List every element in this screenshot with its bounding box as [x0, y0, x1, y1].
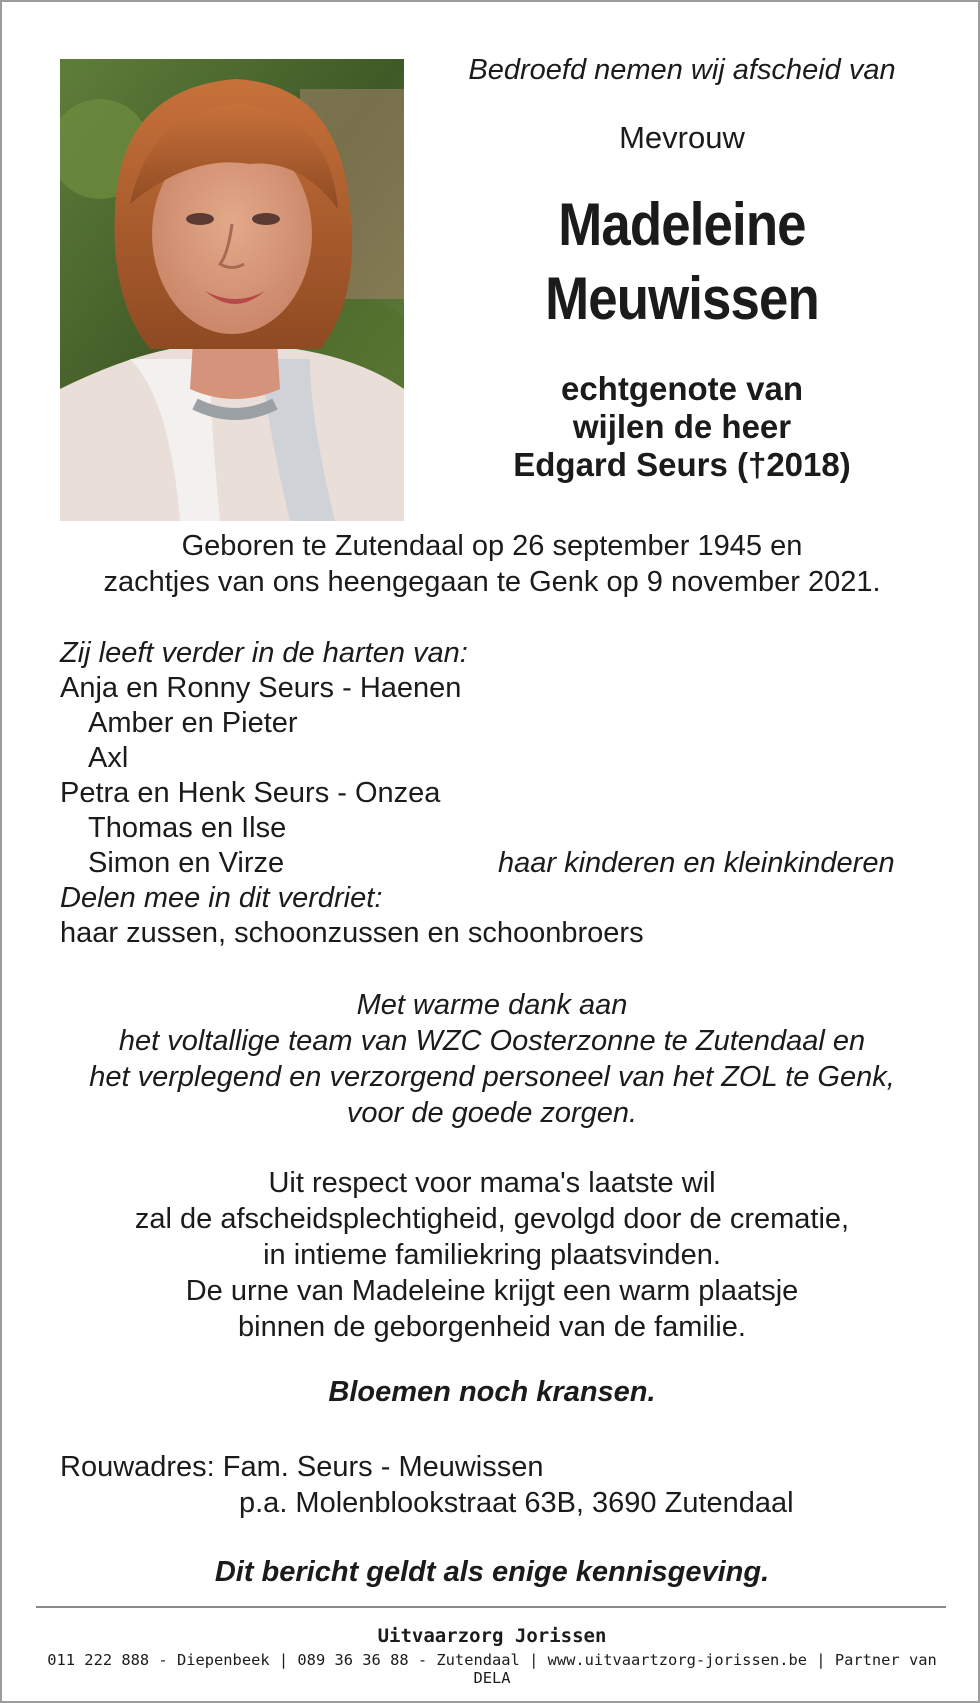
thanks-line: Met warme dank aan [356, 989, 628, 1021]
family-member: Petra en Henk Seurs - Onzea [60, 777, 441, 809]
intro-line: Bedroefd nemen wij afscheid van [468, 54, 896, 86]
share-heading: Delen mee in dit verdriet: [60, 882, 383, 914]
flowers-note: Bloemen noch kransen. [328, 1376, 656, 1408]
footer-divider [36, 1606, 946, 1608]
family-list [60, 636, 940, 951]
family-heading: Zij leeft verder in de harten van: [60, 637, 468, 669]
ceremony-line: zal de afscheidsplechtigheid, gevolgd door de crematie, [134, 1203, 850, 1235]
death-line: zachtjes van ons heengegaan te Genk op 9 november 2021. [103, 566, 881, 598]
family-row [60, 846, 940, 881]
thanks-section [42, 987, 942, 1131]
notice-line: Dit bericht geldt als enige kennisgeving. [214, 1556, 770, 1588]
ceremony-line: De urne van Madeleine krijgt een warm plaatsje [185, 1275, 799, 1307]
deceased-name [453, 188, 911, 336]
birth-line: Geboren te Zutendaal op 26 september 1945 en [181, 530, 803, 562]
family-member: Thomas en Ilse [88, 812, 287, 844]
mourning-address [60, 1449, 940, 1521]
ceremony-line: in intieme familiekring plaatsvinden. [263, 1239, 721, 1271]
portrait-photo [60, 59, 404, 521]
thanks-line: voor de goede zorgen. [346, 1097, 638, 1129]
undertaker-contact: 011 222 888 - Diepenbeek | 089 36 36 88 - Zutendaal | www.uitvaartzorg-jorissen.be | Partner van DELA [47, 1651, 937, 1687]
ceremony-section [42, 1165, 942, 1345]
address-line: Rouwadres: Fam. Seurs - Meuwissen [60, 1451, 544, 1483]
honorific: Mevrouw [619, 120, 745, 155]
birth-death-info [42, 528, 942, 600]
spouse-line: wijlen de heer [572, 408, 792, 445]
share-line: haar zussen, schoonzussen en schoonbroers [60, 917, 644, 949]
first-name: Madeleine [558, 191, 806, 258]
thanks-line: het verplegend en verzorgend personeel van het ZOL te Genk, [89, 1061, 895, 1093]
address-line: p.a. Molenblookstraat 63B, 3690 Zutendaal [239, 1487, 794, 1519]
family-member: Simon en Virze [88, 847, 285, 879]
spouse-info [422, 370, 942, 484]
family-relation: haar kinderen en kleinkinderen [498, 847, 895, 879]
family-member: Amber en Pieter [88, 707, 298, 739]
ceremony-line: Uit respect voor mama's laatste wil [268, 1167, 716, 1199]
family-member: Axl [88, 742, 129, 774]
family-member: Anja en Ronny Seurs - Haenen [60, 672, 462, 704]
last-name: Meuwissen [545, 265, 819, 332]
undertaker-name: Uitvaarzorg Jorissen [377, 1625, 607, 1647]
spouse-line: echtgenote van [560, 370, 804, 407]
portrait-illustration [60, 59, 404, 521]
ceremony-line: binnen de geborgenheid van de familie. [238, 1311, 746, 1343]
spouse-name: Edgard Seurs (†2018) [513, 446, 851, 483]
thanks-line: het voltallige team van WZC Oosterzonne te Zutendaal en [118, 1025, 866, 1057]
